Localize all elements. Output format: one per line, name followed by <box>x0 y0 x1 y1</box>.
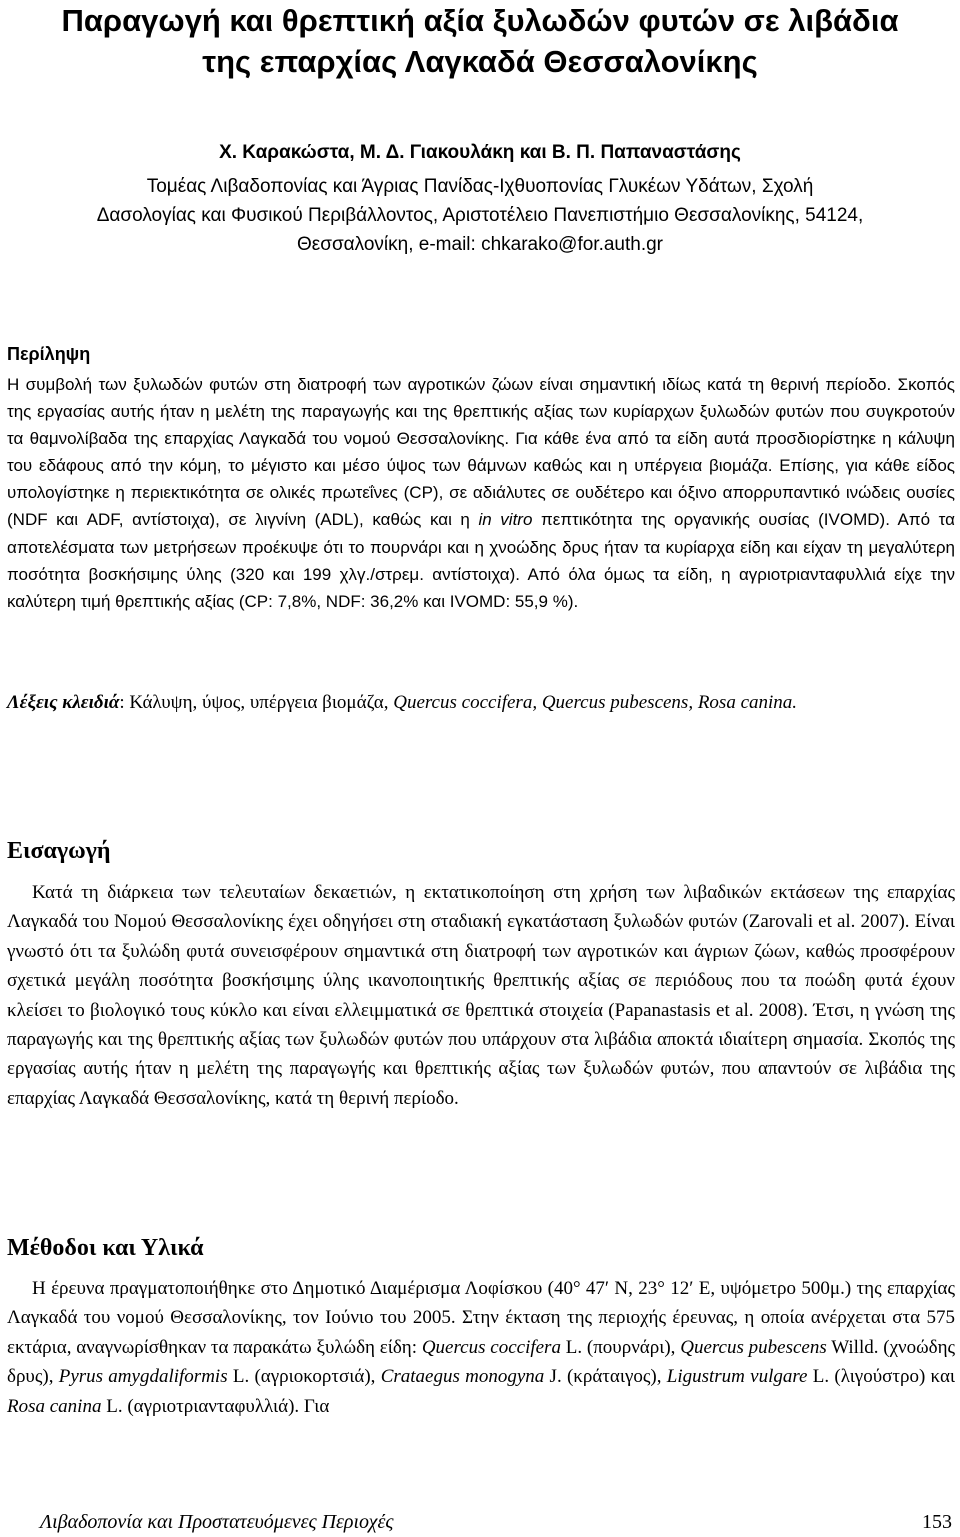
keywords-colon: : <box>119 692 125 713</box>
paper-title <box>0 0 960 82</box>
title-line-1: Παραγωγή και θρεπτική αξία ξυλωδών φυτών σε λιβάδια <box>61 3 899 38</box>
methods-text-6: L. (λιγούστρο) και <box>812 1366 956 1388</box>
methods-heading: Μέθοδοι και Υλικά <box>7 1235 204 1261</box>
keywords-label: Λέξεις κλειδιά <box>7 692 120 713</box>
species-name: Ligustrum vulgare <box>666 1366 808 1388</box>
intro-heading: Εισαγωγή <box>7 838 111 864</box>
methods-text-5: J. (κράταιγος), <box>549 1366 662 1388</box>
methods-text-3: Willd. (χνοώδης δρυς), <box>7 1336 956 1388</box>
keywords-species: Quercus coccifera, Quercus pubescens, Rosa canina. <box>393 692 798 713</box>
title-line-2: της επαρχίας Λαγκαδά Θεσσαλονίκης <box>202 44 758 79</box>
abstract-italic-term: in vitro <box>478 510 533 530</box>
abstract-text-continued: πεπτικότητα της οργανικής ουσίας (IVOMD). Από τα αποτελέσματα των μετρήσεων προέκυψε ότι το πουρνάρι και η χνοώδης δρυς ήταν τα κυρίαρχα είδη και είχαν τη μεγαλύτερη ποσότητα βοσκήσιμης ύλης (320 και 199 χλγ./στρεμ. αντίστοιχα). Από όλα όμως τα είδη, η αγριοτριανταφυλλιά είχε την καλύτερη τιμή θρεπτικής αξίας (CP: 7,8%, NDF: 36,2% και IVOMD: 55,9 %). <box>7 510 955 611</box>
species-name: Rosa canina <box>7 1395 102 1417</box>
page-number: 153 <box>922 1511 952 1533</box>
methods-paragraph <box>7 1274 955 1421</box>
abstract-heading: Περίληψη <box>7 344 91 364</box>
journal-name: Λιβαδοπονία και Προστατευόμενες Περιοχές <box>40 1511 394 1533</box>
intro-text: Κατά τη διάρκεια των τελευταίων δεκαετιών, η εκτατικοποίηση στη χρήση των λιβαδικών εκτάσεων της επαρχίας Λαγκαδά του Νομού Θεσσαλονίκης έχει οδηγήσει στη σταδιακή εγκατάσταση ξυλωδών φυτών (Zarovali et al. 2007). Είναι γνωστό ότι τα ξυλώδη φυτά συνεισφέρουν σημαντικά στη διατροφή των αγροτικών και άγριων ζώων, καθώς προσφέρουν σχετικά μεγάλη ποσότητα βοσκήσιμης ύλης ικανοποιητικής θρεπτικής αξίας σε περιόδους που τα ποώδη φυτά έχουν κλείσει το βιολογικό τους κύκλο και είναι ελλειμματικά σε θρεπτικά στοιχεία (Papanastasis et al. 2008). Έτσι, η γνώση της παραγωγής και της θρεπτικής αξίας των ξυλωδών φυτών που υπάρχουν στα λιβάδια αποκτά ιδιαίτερη σημασία. Σκοπός της εργασίας αυτής ήταν η μελέτη της παραγωγής και θρεπτικής αξίας των ξυλωδών φυτών, που απαντούν σε λιβάδια της επαρχίας Λαγκαδά Θεσσαλονίκης, κατά τη θερινή περίοδο. <box>7 882 955 1109</box>
species-name: Quercus pubescens <box>680 1336 827 1358</box>
keywords-plain: Κάλυψη, ύψος, υπέργεια βιομάζα, <box>129 692 389 713</box>
methods-text-4: L. (αγριοκορτσιά), <box>232 1366 376 1388</box>
methods-text-7: L. (αγριοτριανταφυλλιά). Για <box>106 1395 330 1417</box>
affiliation-line-3: Θεσσαλονίκη, e-mail: chkarako@for.auth.gr <box>296 234 664 255</box>
abstract-body <box>7 371 955 615</box>
methods-text-1: Η έρευνα πραγματοποιήθηκε στο Δημοτικό Διαμέρισμα Λοφίσκου (40° 47′ N, 23° 12′ E, υψόμετρο 500μ.) της επαρχίας Λαγκαδά του νομού Θεσσαλονίκης, τον Ιούνιο του 2005. Στην έκταση της περιοχής έρευνας, η οποία ανέρχεται στα 575 εκτάρια, αναγνωρίσθηκαν τα παρακάτω ξυλώδη είδη: <box>7 1278 955 1358</box>
species-name: Quercus coccifera <box>421 1336 561 1358</box>
author-list: Χ. Καρακώστα, Μ. Δ. Γιακουλάκη και Β. Π. Παπαναστάσης <box>219 142 741 163</box>
affiliation <box>0 172 960 259</box>
species-name: Pyrus amygdaliformis <box>58 1366 228 1388</box>
methods-text-2: L. (πουρνάρι), <box>565 1336 676 1358</box>
affiliation-line-2: Δασολογίας και Φυσικού Περιβάλλοντος, Αριστοτέλειο Πανεπιστήμιο Θεσσαλονίκης, 54124, <box>96 205 864 226</box>
keywords <box>7 688 955 717</box>
abstract-text: Η συμβολή των ξυλωδών φυτών στη διατροφή των αγροτικών ζώων είναι σημαντική ιδίως κατά τη θερινή περίοδο. Σκοπός της εργασίας αυτής ήταν η μελέτη της παραγωγής και της θρεπτικής αξίας των κυρίαρχων ξυλωδών φυτών που συγκροτούν τα θαμνολίβαδα της επαρχίας Λαγκαδά του νομού Θεσσαλονίκης. Για κάθε ένα από τα είδη αυτά προσδιορίστηκε η κάλυψη του εδάφους από την κόμη, το μέγιστο και μέσο ύψος των θάμνων καθώς και η υπέργεια βιομάζα. Επίσης, για κάθε είδος υπολογίστηκε η περιεκτικότητα σε ολικές πρωτεΐνες (CP), σε αδιάλυτες σε ουδέτερο και όξινο απορρυπαντικό ινώδεις ουσίες (NDF και ADF, αντίστοιχα), σε λιγνίνη (ADL), καθώς και η <box>7 375 955 530</box>
species-name: Crataegus monogyna <box>380 1366 545 1388</box>
intro-paragraph <box>7 878 955 1113</box>
affiliation-line-1: Τομέας Λιβαδοπονίας και Άγριας Πανίδας-Ιχθυοπονίας Γλυκέων Υδάτων, Σχολή <box>146 176 814 197</box>
